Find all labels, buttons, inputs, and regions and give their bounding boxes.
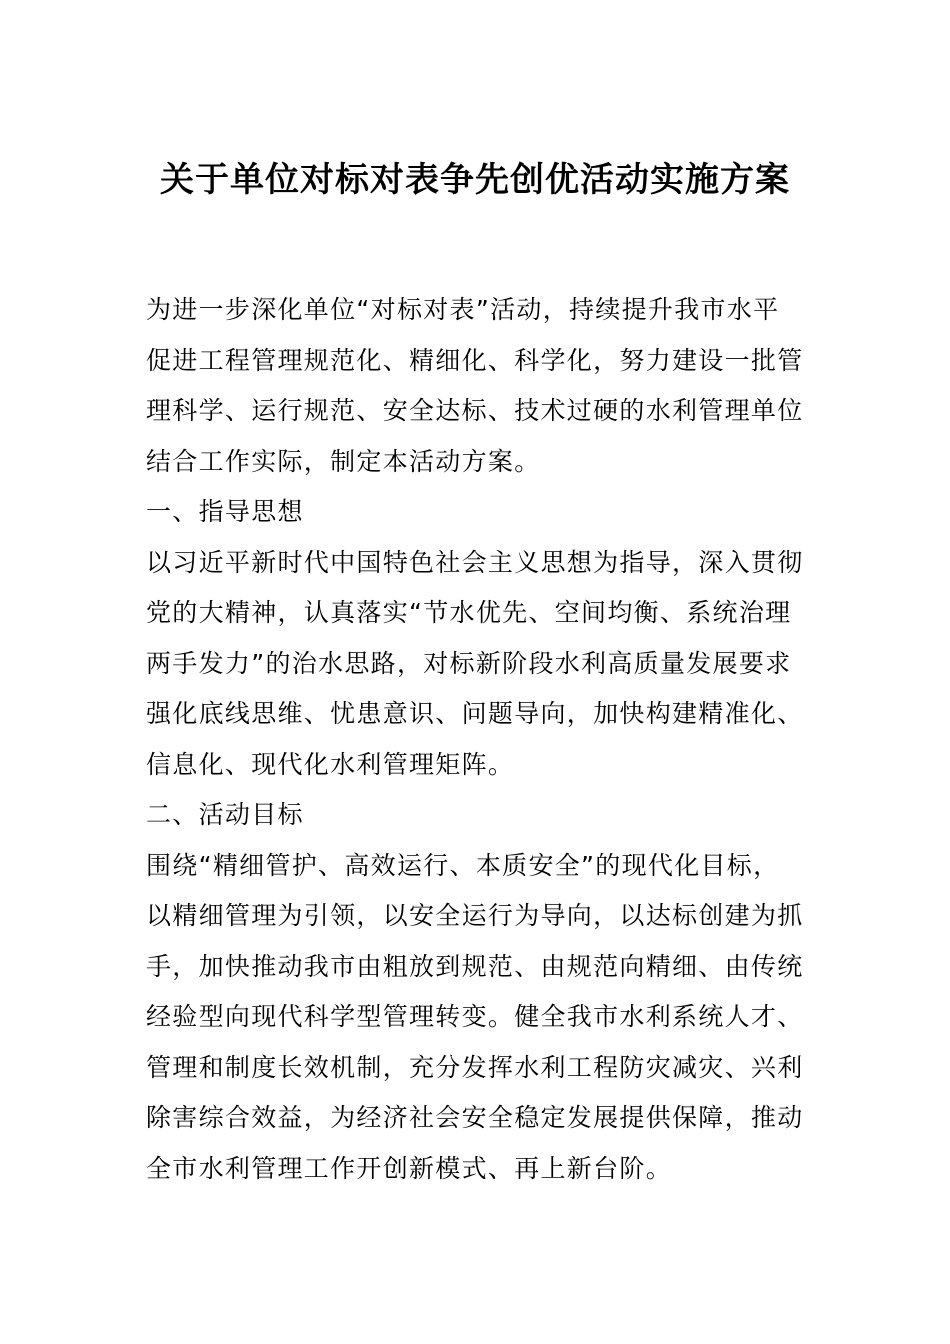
intro-line-1: 为进一步深化单位“对标对表”活动，持续提升我市水平	[146, 295, 780, 324]
goals-line-2: 以精细管理为引领，以安全运行为导向，以达标创建为抓	[146, 901, 804, 930]
guiding-line-1: 以习近平新时代中国特色社会主义思想为指导，深入贯彻	[146, 547, 804, 577]
guiding-line-3: 两手发力”的治水思路，对标新阶段水利高质量发展要求	[146, 648, 792, 678]
goals-line-3: 手，加快推动我市由粗放到规范、由规范向精细、由传统	[146, 951, 804, 981]
document-body	[146, 285, 808, 1194]
intro-line-4: 结合工作实际，制定本活动方案。	[146, 446, 541, 476]
goals-line-1: 围绕“精细管护、高效运行、本质安全”的现代化目标，	[146, 850, 780, 880]
intro-line-3: 理科学、运行规范、安全达标、技术过硬的水利管理单位	[146, 396, 804, 425]
goals-line-6: 除害综合效益，为经济社会安全稳定发展提供保障，推动	[146, 1103, 804, 1132]
goals-line-7: 全市水利管理工作开创新模式、再上新台阶。	[146, 1153, 673, 1183]
guiding-line-2: 党的大精神，认真落实“节水优先、空间均衡、系统治理	[146, 598, 792, 627]
section-heading-activity-goals: 二、活动目标	[146, 800, 304, 829]
guiding-line-5: 信息化、现代化水利管理矩阵。	[146, 749, 515, 779]
section-heading-guiding-thought: 一、指导思想	[146, 497, 304, 526]
goals-line-5: 管理和制度长效机制，充分发挥水利工程防灾减灾、兴利	[146, 1052, 804, 1082]
intro-line-2: 促进工程管理规范化、精细化、科学化，努力建设一批管	[146, 345, 804, 375]
document-title: 关于单位对标对表争先创优活动实施方案	[160, 160, 790, 200]
guiding-line-4: 强化底线思维、忧患意识、问题导向，加快构建精准化、	[146, 699, 804, 728]
goals-line-4: 经验型向现代科学型管理转变。健全我市水利系统人才、	[146, 1002, 804, 1031]
